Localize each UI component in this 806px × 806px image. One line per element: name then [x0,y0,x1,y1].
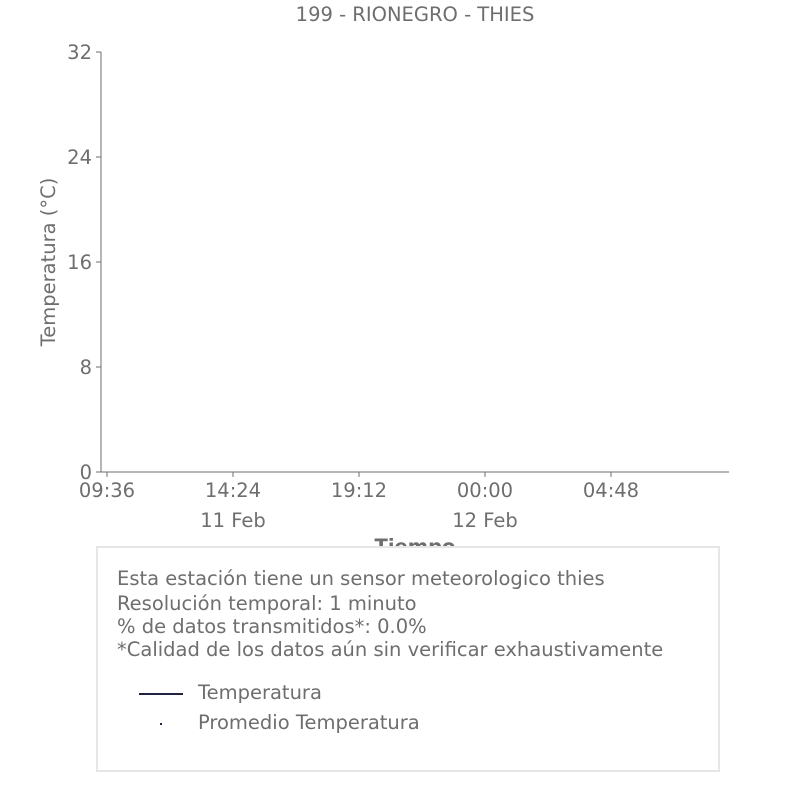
legend-item-temperatura[interactable] [98,681,718,707]
info-quality-note: *Calidad de los datos aún sin verificar exhaustivamente [117,638,664,661]
info-sensor-text: Esta estación tiene un sensor meteorologico thies [117,567,605,590]
legend-item-promedio-temperatura[interactable] [98,711,718,737]
info-resolution-text: Resolución temporal: 1 minuto [117,592,417,615]
line-swatch-icon [139,693,183,695]
y-tick-label: 0 [79,461,92,484]
x-tick-label: 00:00 [456,479,514,502]
y-tick-label: 32 [67,41,92,64]
x-ticks [79,472,639,532]
info-legend-panel [96,546,720,772]
x-tick-label: 14:24 [204,479,262,502]
y-ticks [67,41,101,484]
legend-label: Promedio Temperatura [198,711,420,734]
info-transmitted-text: % de datos transmitidos*: 0.0% [117,615,427,638]
x-tick-label: 09:36 [78,479,136,502]
legend-label: Temperatura [198,681,322,704]
x-date-label: 11 Feb [200,509,266,532]
dot-swatch-icon [160,723,162,725]
y-tick-label: 16 [67,251,92,274]
x-date-label: 12 Feb [452,509,518,532]
chart-title: 199 - RIONEGRO - THIES [295,3,535,26]
y-axis-label: Temperatura (°C) [37,177,60,347]
y-tick-label: 8 [79,356,92,379]
y-tick-label: 24 [67,146,92,169]
x-tick-label: 19:12 [330,479,388,502]
x-tick-label: 04:48 [582,479,640,502]
